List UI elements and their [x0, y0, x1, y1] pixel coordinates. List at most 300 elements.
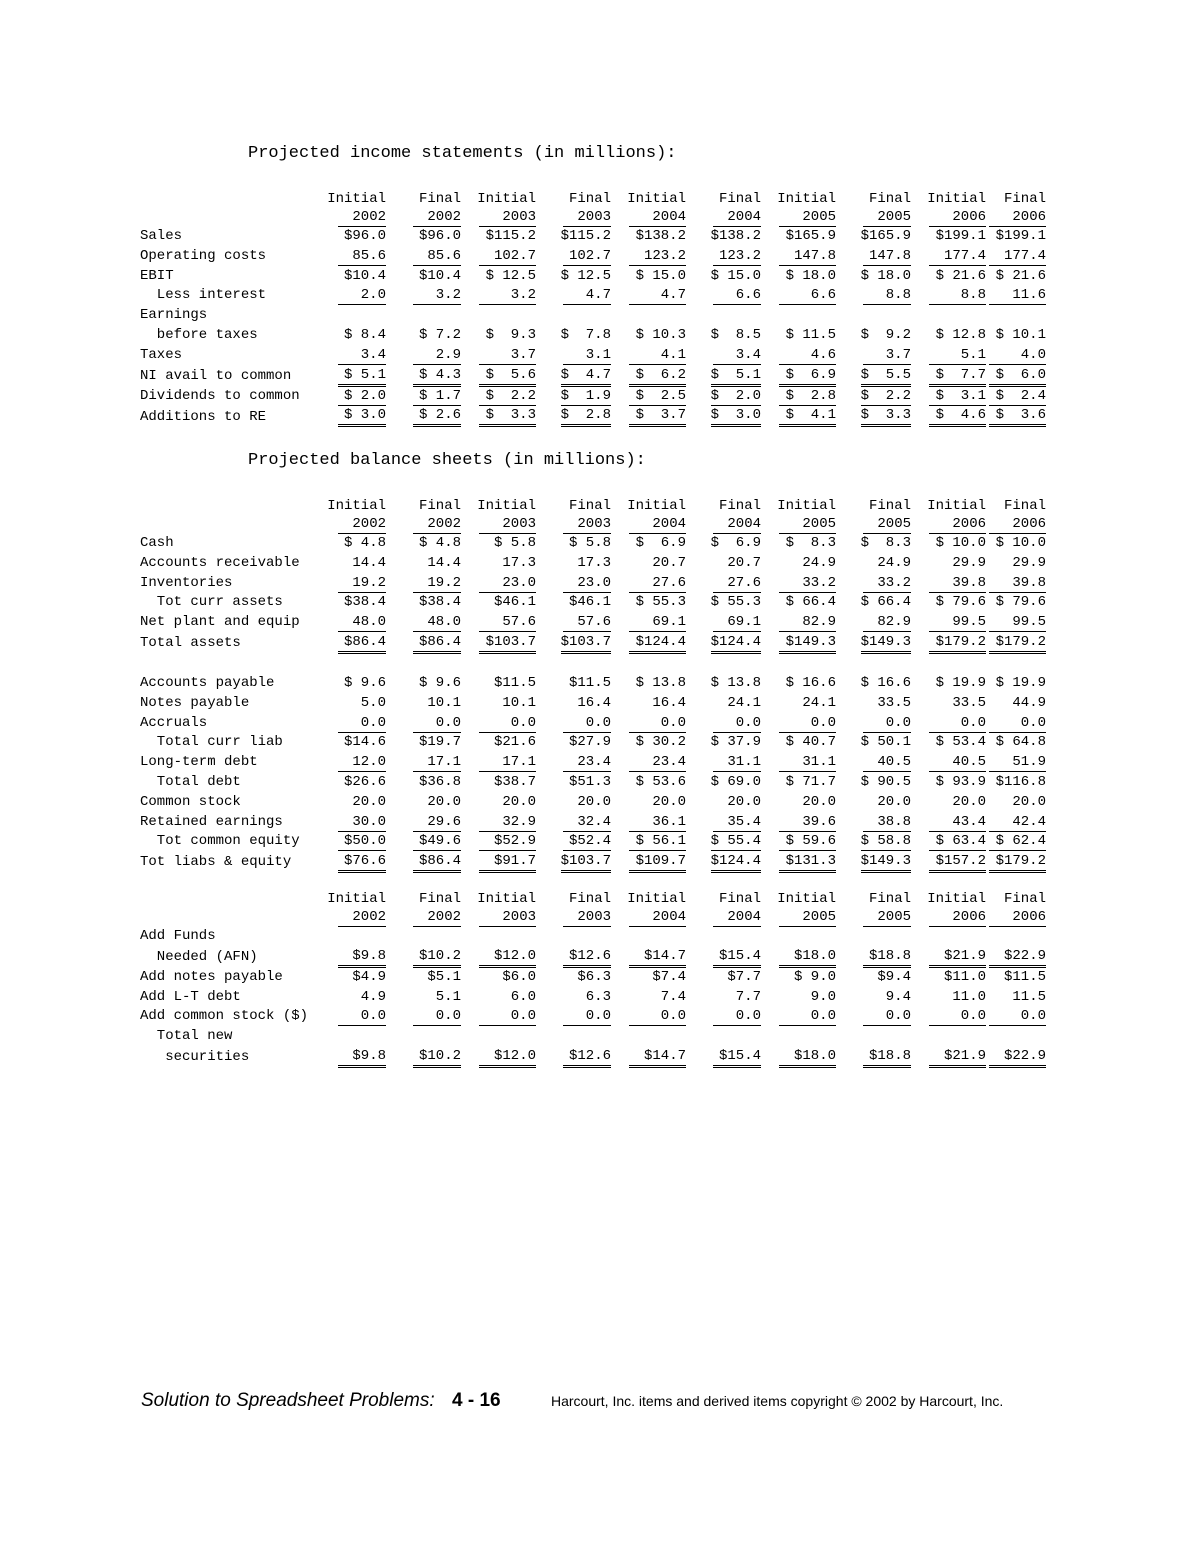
column-header: Initial	[327, 891, 386, 907]
table-cell: $9.4	[877, 968, 911, 985]
table-cell: 57.6	[479, 614, 536, 632]
table-cell: $149.3	[861, 853, 911, 873]
table-cell: 0.0	[929, 715, 986, 733]
table-cell: $ 3.0	[711, 407, 761, 427]
table-cell: $ 10.1	[995, 326, 1046, 343]
table-cell: $ 66.4	[785, 594, 836, 611]
table-cell: $149.3	[861, 634, 911, 654]
table-cell: 57.6	[563, 614, 611, 632]
table-cell: 8.8	[929, 287, 986, 305]
table-cell: 0.0	[713, 715, 761, 733]
column-header: Initial	[477, 191, 536, 207]
table-cell: 123.2	[629, 248, 686, 266]
table-cell: $ 2.6	[413, 407, 461, 427]
table-cell: $11.5	[1003, 968, 1046, 985]
table-cell: 43.4	[929, 814, 986, 832]
table-cell: $179.2	[989, 634, 1046, 654]
column-header: 2005	[779, 208, 836, 227]
table-cell: $ 79.6	[995, 594, 1046, 611]
table-cell: $46.1	[493, 594, 536, 611]
table-cell: 48.0	[413, 614, 461, 632]
table-cell: 24.9	[877, 554, 911, 571]
table-cell: $ 2.8	[561, 407, 611, 427]
table-cell: 20.7	[652, 554, 686, 571]
table-cell: 82.9	[863, 614, 911, 632]
column-header: Final	[418, 498, 461, 514]
row-label: Add notes payable	[140, 968, 283, 985]
table-cell: $ 9.6	[343, 674, 386, 691]
table-cell: 10.1	[427, 694, 461, 711]
table-cell: 2.0	[338, 287, 386, 305]
table-cell: 4.0	[989, 347, 1046, 365]
table-cell: $22.9	[989, 1048, 1046, 1068]
column-header: Initial	[927, 891, 986, 907]
table-row	[140, 968, 1046, 988]
table-cell: $12.6	[563, 948, 611, 968]
column-header: 2002	[413, 208, 461, 227]
table-cell: $ 55.3	[635, 594, 686, 611]
row-label: Taxes	[140, 346, 183, 363]
table-row	[140, 733, 1046, 753]
table-cell: $ 9.3	[485, 326, 536, 343]
column-header: Final	[1003, 891, 1046, 907]
row-label: Net plant and equip	[140, 614, 300, 631]
table-cell: 4.7	[563, 287, 611, 305]
table-cell: $103.7	[479, 634, 536, 654]
table-cell: $10.4	[343, 267, 386, 284]
table-cell: 27.6	[629, 575, 686, 593]
table-cell: 0.0	[779, 1008, 836, 1026]
table-cell: 17.3	[502, 554, 536, 571]
table-cell: $ 2.2	[860, 387, 911, 404]
row-label: NI avail to common	[140, 367, 292, 384]
table-cell: $ 19.9	[995, 674, 1046, 691]
column-header-row	[140, 208, 1046, 227]
table-cell: 42.4	[989, 814, 1046, 832]
table-cell: $22.9	[989, 948, 1046, 968]
table-cell: 20.0	[652, 793, 686, 810]
table-cell: 48.0	[338, 614, 386, 632]
column-header: 2003	[563, 908, 611, 927]
column-header: Final	[568, 498, 611, 514]
table-cell: 27.6	[713, 575, 761, 593]
table-cell: 0.0	[713, 1008, 761, 1026]
afn-table	[140, 890, 1046, 1068]
table-row	[140, 593, 1046, 613]
table-cell: 20.0	[1012, 793, 1046, 810]
table-cell: $ 3.3	[861, 407, 911, 427]
table-cell: $131.3	[779, 853, 836, 873]
table-row	[140, 1007, 1046, 1027]
row-label: Accounts receivable	[140, 554, 300, 571]
table-cell: 6.0	[510, 988, 536, 1005]
table-cell: $ 11.5	[785, 326, 836, 343]
column-header: 2004	[629, 208, 686, 227]
column-header: 2005	[779, 908, 836, 927]
table-cell: $19.7	[418, 734, 461, 751]
table-cell: 16.4	[577, 694, 611, 711]
table-cell: 3.2	[413, 287, 461, 305]
row-label: Add common stock ($)	[140, 1008, 309, 1025]
table-cell: $ 3.7	[629, 407, 686, 427]
table-cell: $ 15.0	[635, 267, 686, 284]
table-cell: $ 1.9	[560, 387, 611, 404]
table-cell: 31.1	[713, 754, 761, 772]
table-cell: 39.8	[929, 575, 986, 593]
table-cell: $ 2.2	[479, 388, 536, 406]
table-cell: 14.4	[427, 554, 461, 571]
table-cell: 32.4	[563, 814, 611, 832]
column-header: 2002	[413, 908, 461, 927]
table-cell: $ 2.8	[779, 388, 836, 406]
table-cell: $38.7	[493, 773, 536, 790]
table-row	[140, 947, 1046, 968]
column-header: 2006	[929, 908, 986, 927]
table-cell: 0.0	[338, 1008, 386, 1026]
table-cell: $115.2	[560, 228, 611, 244]
table-cell: 102.7	[563, 248, 611, 266]
column-header: 2002	[413, 515, 461, 534]
table-cell: 35.4	[713, 814, 761, 832]
table-cell: $ 66.4	[860, 594, 911, 611]
row-label: Notes payable	[140, 694, 250, 711]
table-row	[140, 988, 1046, 1008]
table-cell: $51.3	[568, 773, 611, 790]
table-cell: $ 21.6	[935, 267, 986, 284]
table-cell: $138.2	[710, 228, 761, 244]
column-header: Final	[868, 191, 911, 207]
table-cell: 20.0	[577, 793, 611, 810]
table-cell: $179.2	[989, 853, 1046, 873]
table-row	[140, 366, 1046, 387]
table-cell: $86.4	[338, 634, 386, 654]
column-header: Final	[718, 191, 761, 207]
table-cell: 123.2	[713, 248, 761, 266]
table-cell: 29.9	[1012, 554, 1046, 571]
column-header: 2002	[338, 208, 386, 227]
column-header: Final	[568, 891, 611, 907]
row-label: Accruals	[140, 714, 208, 731]
column-header: 2003	[479, 208, 536, 227]
table-cell: 4.9	[360, 988, 386, 1005]
table-cell: $76.6	[338, 853, 386, 873]
table-cell: 0.0	[863, 1008, 911, 1026]
table-cell: $ 12.8	[935, 326, 986, 343]
table-cell: $115.2	[485, 228, 536, 244]
column-header: Initial	[777, 891, 836, 907]
table-cell: 23.0	[479, 575, 536, 593]
table-cell: $ 4.1	[779, 407, 836, 427]
table-cell: $9.8	[338, 948, 386, 968]
table-cell: 39.8	[989, 575, 1046, 593]
table-cell: $26.6	[343, 773, 386, 790]
table-cell: 12.0	[338, 754, 386, 772]
column-header: Initial	[477, 891, 536, 907]
table-cell: $52.4	[563, 833, 611, 851]
table-cell: 82.9	[779, 614, 836, 632]
table-cell: $46.1	[568, 594, 611, 611]
column-header: 2002	[338, 908, 386, 927]
row-label: Less interest	[140, 287, 267, 304]
table-cell: $12.6	[563, 1048, 611, 1068]
table-cell: 29.6	[413, 814, 461, 832]
table-cell: 0.0	[479, 715, 536, 733]
table-row	[140, 613, 1046, 633]
table-cell: 5.0	[360, 694, 386, 711]
column-header: Initial	[627, 891, 686, 907]
table-cell: 3.7	[863, 347, 911, 365]
table-cell: $ 50.1	[860, 734, 911, 751]
table-cell: $9.8	[338, 1048, 386, 1068]
table-cell: $ 37.9	[710, 734, 761, 751]
table-cell: 19.2	[413, 575, 461, 593]
copyright-notice: Harcourt, Inc. items and derived items copyright © 2002 by Harcourt, Inc.	[551, 1393, 1004, 1409]
column-header: Initial	[927, 191, 986, 207]
table-cell: $50.0	[338, 833, 386, 851]
table-row	[140, 534, 1046, 554]
table-cell: $ 5.6	[479, 367, 536, 387]
table-cell: $86.4	[413, 634, 461, 654]
table-cell: 69.1	[629, 614, 686, 632]
column-header-row	[140, 890, 1046, 908]
column-header: 2006	[989, 515, 1046, 534]
table-row	[140, 1027, 1046, 1047]
table-cell: $38.4	[418, 594, 461, 611]
table-cell: 23.4	[629, 754, 686, 772]
table-cell: 0.0	[629, 715, 686, 733]
column-header: 2005	[863, 515, 911, 534]
table-cell: 24.9	[802, 554, 836, 571]
table-cell: 0.0	[563, 1008, 611, 1026]
table-cell: 4.1	[629, 347, 686, 365]
table-row	[140, 674, 1046, 694]
table-cell: 9.4	[885, 988, 911, 1005]
table-cell: $10.2	[413, 948, 461, 968]
column-header: 2004	[713, 908, 761, 927]
table-cell: 20.0	[952, 793, 986, 810]
table-cell: $5.1	[427, 968, 461, 985]
table-cell: 3.1	[563, 347, 611, 365]
table-cell: $179.2	[929, 634, 986, 654]
table-cell: $ 12.5	[485, 267, 536, 284]
table-cell: $ 21.6	[995, 267, 1046, 284]
column-header: 2004	[629, 908, 686, 927]
row-label: Retained earnings	[140, 813, 283, 830]
table-cell: $103.7	[561, 634, 611, 654]
table-cell: 20.0	[352, 793, 386, 810]
table-cell: 40.5	[929, 754, 986, 772]
table-cell: $ 71.7	[785, 773, 836, 790]
table-cell: $ 56.1	[629, 833, 686, 851]
column-header: Final	[568, 191, 611, 207]
table-cell: $52.9	[479, 833, 536, 851]
table-cell: $38.4	[343, 594, 386, 611]
table-cell: $ 3.6	[989, 407, 1046, 427]
table-cell: $ 90.5	[860, 773, 911, 790]
table-row	[140, 633, 1046, 654]
table-cell: $18.8	[863, 1048, 911, 1068]
table-cell: 19.2	[338, 575, 386, 593]
column-header: Final	[418, 891, 461, 907]
table-cell: 0.0	[563, 715, 611, 733]
table-cell: $ 4.3	[413, 367, 461, 387]
table-cell: $ 62.4	[989, 833, 1046, 851]
table-cell: $21.9	[929, 1048, 986, 1068]
table-cell: $4.9	[352, 968, 386, 985]
table-cell: 7.7	[735, 988, 761, 1005]
table-cell: $ 18.0	[860, 267, 911, 284]
table-cell: $ 7.2	[418, 326, 461, 343]
footer-title: Solution to Spreadsheet Problems:	[141, 1390, 435, 1411]
table-cell: 0.0	[629, 1008, 686, 1026]
table-cell: $15.4	[713, 1048, 761, 1068]
table-cell: $ 12.5	[560, 267, 611, 284]
table-cell: $ 2.0	[338, 388, 386, 406]
table-cell: $ 19.9	[935, 674, 986, 691]
table-cell: 17.1	[413, 754, 461, 772]
table-cell: $ 5.8	[493, 535, 536, 551]
table-row	[140, 927, 1046, 947]
table-cell: $ 7.7	[929, 367, 986, 387]
table-cell: 44.9	[1012, 694, 1046, 711]
row-label: Sales	[140, 228, 183, 244]
table-cell: $7.7	[727, 968, 761, 985]
table-cell: $ 6.0	[989, 367, 1046, 387]
table-cell: 51.9	[989, 754, 1046, 772]
row-label: Add Funds	[140, 928, 216, 944]
table-cell: 17.3	[577, 554, 611, 571]
page-number: 4 - 16	[452, 1390, 501, 1411]
table-cell: 147.8	[779, 248, 836, 266]
table-cell: $ 9.0	[793, 968, 836, 985]
row-label: before taxes	[140, 326, 258, 343]
row-label: Cash	[140, 535, 174, 551]
table-cell: $ 40.7	[785, 734, 836, 751]
column-header: Initial	[927, 498, 986, 514]
column-header: 2003	[563, 515, 611, 534]
row-label: Add L-T debt	[140, 988, 241, 1005]
table-cell: $18.0	[779, 948, 836, 968]
table-row	[140, 852, 1046, 873]
column-header: 2004	[713, 208, 761, 227]
row-label: Operating costs	[140, 247, 267, 264]
table-cell: $27.9	[568, 734, 611, 751]
row-label: Common stock	[140, 793, 241, 810]
table-cell: $ 69.0	[710, 773, 761, 790]
table-cell: $18.0	[779, 1048, 836, 1068]
table-cell: $ 9.6	[418, 674, 461, 691]
table-row	[140, 773, 1046, 793]
table-cell: $ 8.4	[343, 326, 386, 343]
table-cell: 11.5	[1012, 988, 1046, 1005]
column-header: 2005	[863, 908, 911, 927]
row-label: Earnings	[140, 307, 208, 324]
table-cell: 147.8	[863, 248, 911, 266]
table-cell: $ 63.4	[929, 833, 986, 851]
table-cell: $ 93.9	[935, 773, 986, 790]
table-cell: $165.9	[785, 228, 836, 244]
table-cell: 20.7	[727, 554, 761, 571]
table-cell: 29.9	[952, 554, 986, 571]
table-cell: $ 10.0	[995, 535, 1046, 551]
row-label	[140, 654, 320, 674]
table-cell: $ 9.2	[860, 326, 911, 343]
table-row	[140, 753, 1046, 773]
table-cell: 0.0	[479, 1008, 536, 1026]
table-cell: 5.1	[435, 988, 461, 1005]
table-cell: $124.4	[711, 853, 761, 873]
table-cell: 99.5	[929, 614, 986, 632]
table-cell: $ 16.6	[860, 674, 911, 691]
table-cell: 6.6	[779, 287, 836, 305]
column-header: Initial	[327, 191, 386, 207]
column-header: Initial	[777, 498, 836, 514]
table-row	[140, 813, 1046, 833]
table-cell: $21.6	[493, 734, 536, 751]
column-header: Initial	[777, 191, 836, 207]
table-cell: $49.6	[413, 833, 461, 851]
table-cell: $ 64.8	[995, 734, 1046, 751]
table-cell: 3.7	[479, 347, 536, 365]
table-cell: $96.0	[418, 228, 461, 244]
table-cell: 20.0	[502, 793, 536, 810]
row-label: Total curr liab	[140, 734, 283, 751]
balance-sheet-title: Projected balance sheets (in millions):	[248, 451, 646, 470]
table-cell: 24.1	[727, 694, 761, 711]
table-cell: 33.2	[779, 575, 836, 593]
page-footer	[141, 1390, 1071, 1414]
table-cell: $165.9	[860, 228, 911, 244]
row-label: Dividends to common	[140, 387, 300, 404]
column-header: Initial	[477, 498, 536, 514]
table-cell: $ 3.1	[929, 388, 986, 406]
table-cell: $18.8	[863, 948, 911, 968]
table-cell: $ 5.8	[568, 535, 611, 551]
table-cell: $ 5.5	[861, 367, 911, 387]
row-label: Total new	[140, 1028, 233, 1045]
row-label: Tot curr assets	[140, 594, 283, 611]
table-cell: 14.4	[352, 554, 386, 571]
table-cell: $116.8	[995, 773, 1046, 790]
table-cell: $149.3	[779, 634, 836, 654]
table-cell: 85.6	[338, 248, 386, 266]
table-cell: $12.0	[479, 1048, 536, 1068]
table-cell: $14.7	[629, 948, 686, 968]
table-cell: 6.3	[585, 988, 611, 1005]
table-cell: 85.6	[413, 248, 461, 266]
table-row	[140, 406, 1046, 427]
table-cell: 3.2	[479, 287, 536, 305]
table-cell: 24.1	[802, 694, 836, 711]
table-row	[140, 387, 1046, 407]
row-label: Needed (AFN)	[140, 949, 258, 965]
table-row	[140, 714, 1046, 734]
table-cell: $7.4	[652, 968, 686, 985]
table-row	[140, 1047, 1046, 1068]
table-cell: $109.7	[629, 853, 686, 873]
table-cell: 0.0	[989, 1008, 1046, 1026]
table-cell: 10.1	[502, 694, 536, 711]
table-cell: 39.6	[779, 814, 836, 832]
row-label: Additions to RE	[140, 408, 267, 425]
table-cell: $6.3	[577, 968, 611, 985]
table-cell: $ 55.4	[710, 833, 761, 850]
table-cell: 0.0	[413, 715, 461, 733]
table-cell: $ 79.6	[935, 594, 986, 611]
table-cell: 69.1	[713, 614, 761, 632]
column-header: Final	[1003, 498, 1046, 514]
column-header: 2006	[929, 515, 986, 534]
